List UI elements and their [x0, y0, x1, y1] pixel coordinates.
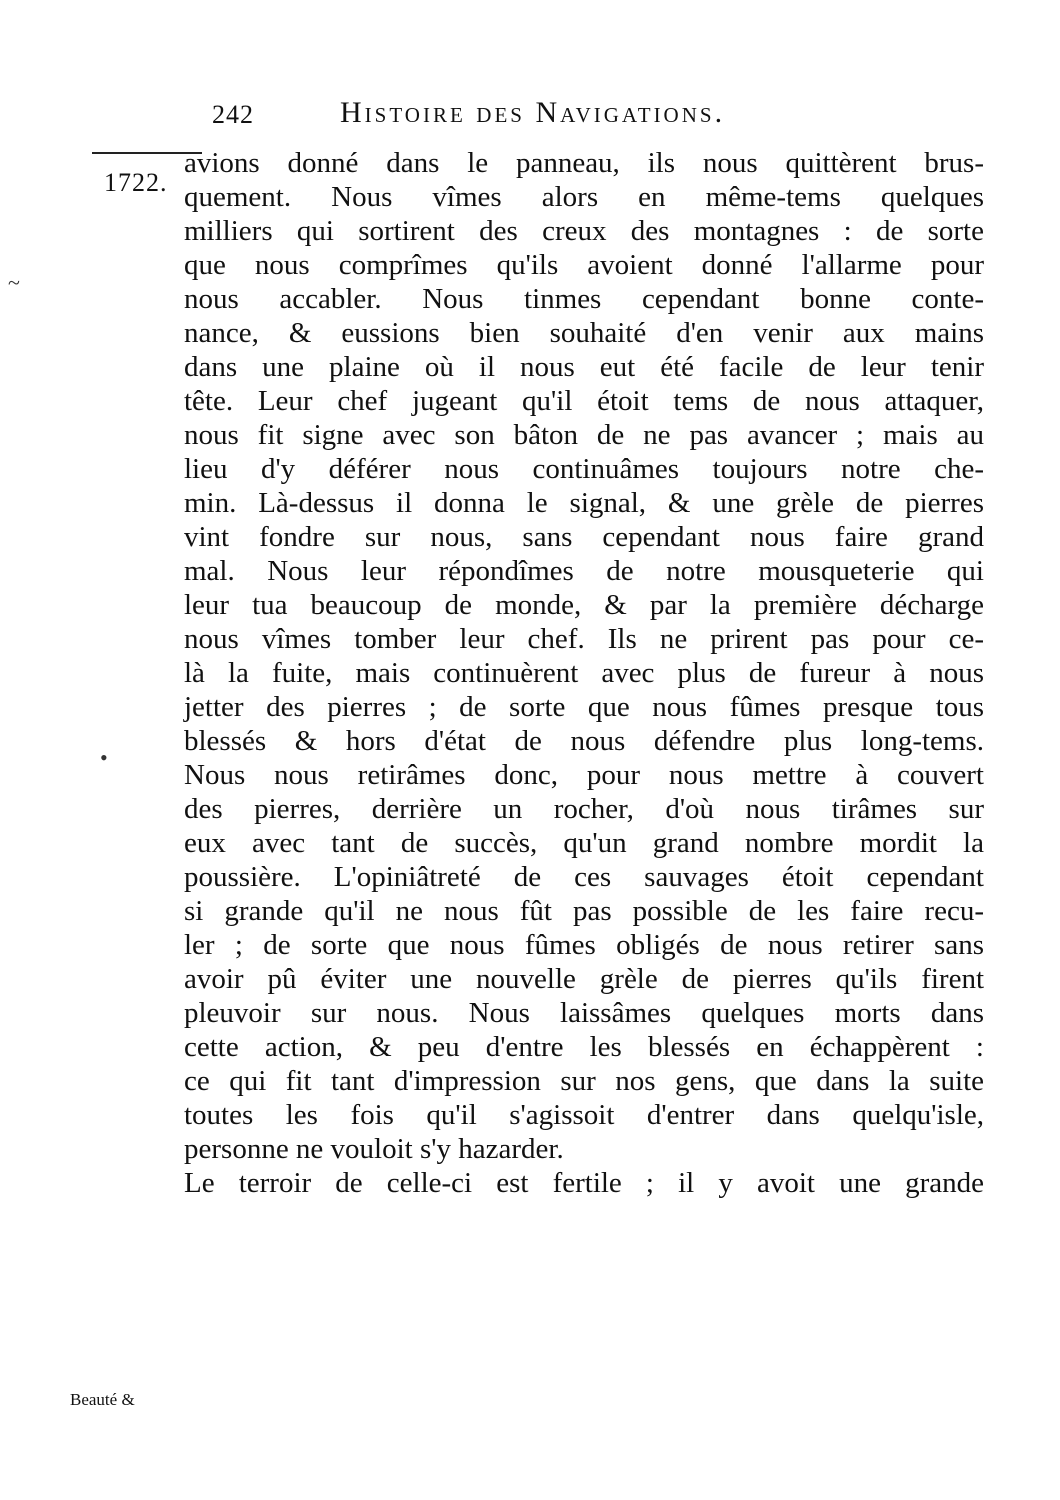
text-line: leur tua beaucoup de monde, & par la première décharge: [184, 589, 984, 621]
text-line: ler ; de sorte que nous fûmes obligés de nous retirer sans: [184, 929, 984, 961]
text-line: pleuvoir sur nous. Nous laissâmes quelques morts dans: [184, 997, 984, 1029]
text-line: que nous comprîmes qu'ils avoient donné l'allarme pour: [184, 249, 984, 281]
page-header: [212, 96, 912, 140]
text-line: blessés & hors d'état de nous défendre plus long-tems.: [184, 725, 984, 757]
text-line: lieu d'y déférer nous continuâmes toujours notre che-: [184, 453, 984, 485]
text-line: Nous nous retirâmes donc, pour nous mettre à couvert: [184, 759, 984, 791]
text-line: nous fit signe avec son bâton de ne pas avancer ; mais au: [184, 419, 984, 451]
text-line: nous accabler. Nous tinmes cependant bonne conte-: [184, 283, 984, 315]
text-line: tête. Leur chef jugeant qu'il étoit tems de nous attaquer,: [184, 385, 984, 417]
text-line: toutes les fois qu'il s'agissoit d'entrer dans quelqu'isle,: [184, 1099, 984, 1131]
text-line: si grande qu'il ne nous fût pas possible de les faire recu-: [184, 895, 984, 927]
text-line: nance, & eussions bien souhaité d'en venir aux mains: [184, 317, 984, 349]
text-line: nous vîmes tomber leur chef. Ils ne prirent pas pour ce-: [184, 623, 984, 655]
margin-year: 1722.: [104, 168, 168, 197]
stray-mark: ~: [8, 270, 20, 295]
text-line: personne ne vouloit s'y hazarder.: [184, 1133, 564, 1165]
body-text: [184, 146, 984, 1200]
text-line: vint fondre sur nous, sans cependant nous faire grand: [184, 521, 984, 553]
text-line: quement. Nous vîmes alors en même-tems quelques: [184, 181, 984, 213]
text-line: cette action, & peu d'entre les blessés en échappèrent :: [184, 1031, 984, 1063]
text-line: là la fuite, mais continuèrent avec plus de fureur à nous: [184, 657, 984, 689]
text-line: avoir pû éviter une nouvelle grèle de pierres qu'ils firent: [184, 963, 984, 995]
text-line: min. Là-dessus il donna le signal, & une grèle de pierres: [184, 487, 984, 519]
text-line: eux avec tant de succès, qu'un grand nombre mordit la: [184, 827, 984, 859]
page-number: 242: [212, 100, 254, 129]
text-line: jetter des pierres ; de sorte que nous fûmes presque tous: [184, 691, 984, 723]
text-line: milliers qui sortirent des creux des montagnes : de sorte: [184, 215, 984, 247]
text-line: ce qui fit tant d'impression sur nos gens, que dans la suite: [184, 1065, 984, 1097]
text-line: Le terroir de celle-ci est fertile ; il y avoit une grande: [184, 1167, 984, 1199]
text-line: poussière. L'opiniâtreté de ces sauvages étoit cependant: [184, 861, 984, 893]
running-title: Histoire des Navigations.: [340, 96, 726, 129]
stray-mark: •: [100, 745, 108, 770]
text-line: dans une plaine où il nous eut été facile de leur tenir: [184, 351, 984, 383]
text-line: mal. Nous leur répondîmes de notre mousqueterie qui: [184, 555, 984, 587]
text-line: avions donné dans le panneau, ils nous quittèrent brus-: [184, 147, 984, 179]
margin-note: Beauté &: [70, 1390, 135, 1409]
text-line: des pierres, derrière un rocher, d'où nous tirâmes sur: [184, 793, 984, 825]
